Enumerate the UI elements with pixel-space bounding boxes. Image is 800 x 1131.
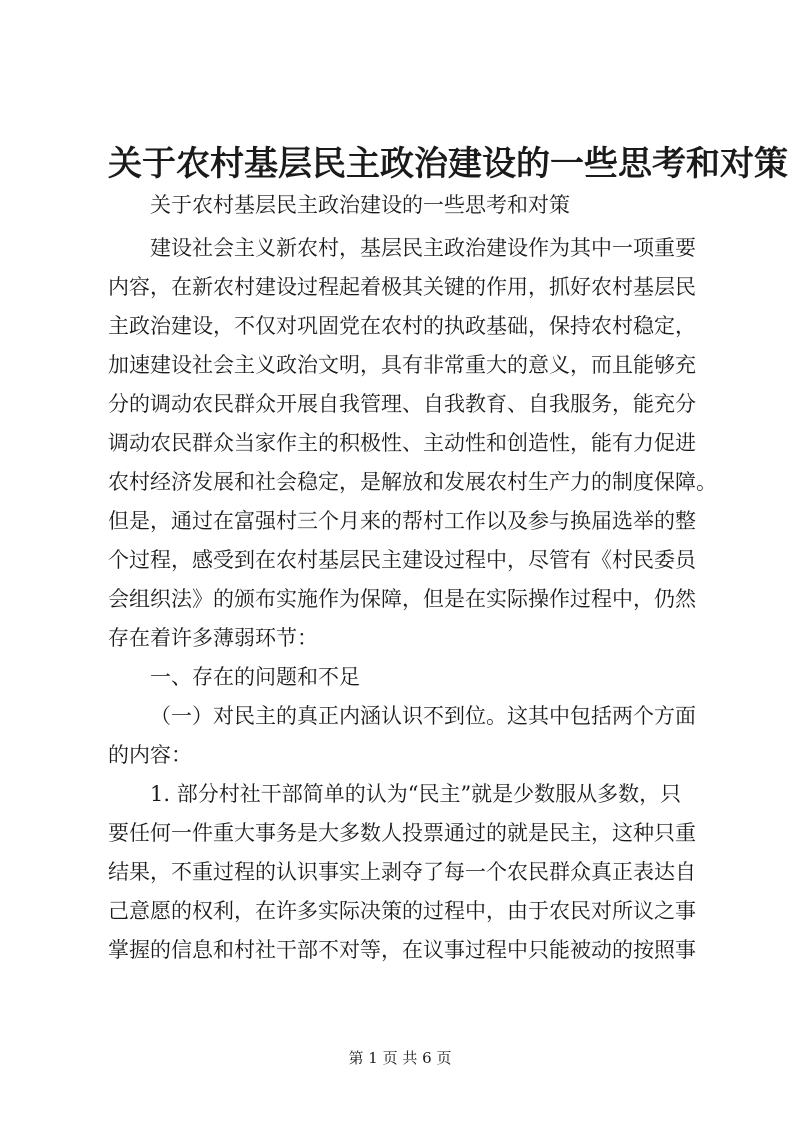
body-line: 建设社会主义新农村，基层民主政治建设作为其中一项重要 (150, 236, 696, 260)
body-line: 结果，不重过程的认识事实上剥夺了每一个农民群众真正表达自 (108, 860, 696, 884)
body-line: 分的调动农民群众开展自我管理、自我教育、自我服务，能充分 (108, 392, 696, 416)
subsection-heading: （一）对民主的真正内涵认识不到位。这其中包括两个方面 (150, 704, 696, 728)
document-subtitle: 关于农村基层民主政治建设的一些思考和对策 (150, 193, 570, 217)
body-line: 掌握的信息和村社干部不对等，在议事过程中只能被动的按照事 (108, 938, 696, 962)
section-heading: 一、存在的问题和不足 (150, 665, 360, 689)
body-line: 会组织法》的颁布实施作为保障，但是在实际操作过程中，仍然 (108, 587, 696, 611)
document-title: 关于农村基层民主政治建设的一些思考和对策 (108, 144, 788, 184)
body-line: 调动农民群众当家作主的积极性、主动性和创造性，能有力促进 (108, 431, 696, 455)
page-footer: 第 1 页 共 6 页 (348, 1049, 452, 1067)
body-line: 1. 部分村社干部简单的认为“民主”就是少数服从多数，只 (150, 782, 682, 806)
body-line: 但是，通过在富强村三个月来的帮村工作以及参与换届选举的整 (108, 509, 696, 533)
body-line: 个过程，感受到在农村基层民主建设过程中，尽管有《村民委员 (108, 548, 696, 572)
body-line: 内容，在新农村建设过程起着极其关键的作用，抓好农村基层民 (108, 275, 696, 299)
body-line: 的内容： (108, 743, 192, 767)
body-line: 农村经济发展和社会稳定，是解放和发展农村生产力的制度保障。 (108, 470, 717, 494)
body-line: 要任何一件重大事务是大多数人投票通过的就是民主，这种只重 (108, 821, 696, 845)
body-line: 加速建设社会主义政治文明，具有非常重大的意义，而且能够充 (108, 353, 696, 377)
body-line: 主政治建设，不仅对巩固党在农村的执政基础，保持农村稳定， (108, 314, 696, 338)
body-line: 己意愿的权利，在许多实际决策的过程中，由于农民对所议之事 (108, 899, 696, 923)
body-line: 存在着许多薄弱环节： (108, 626, 318, 650)
